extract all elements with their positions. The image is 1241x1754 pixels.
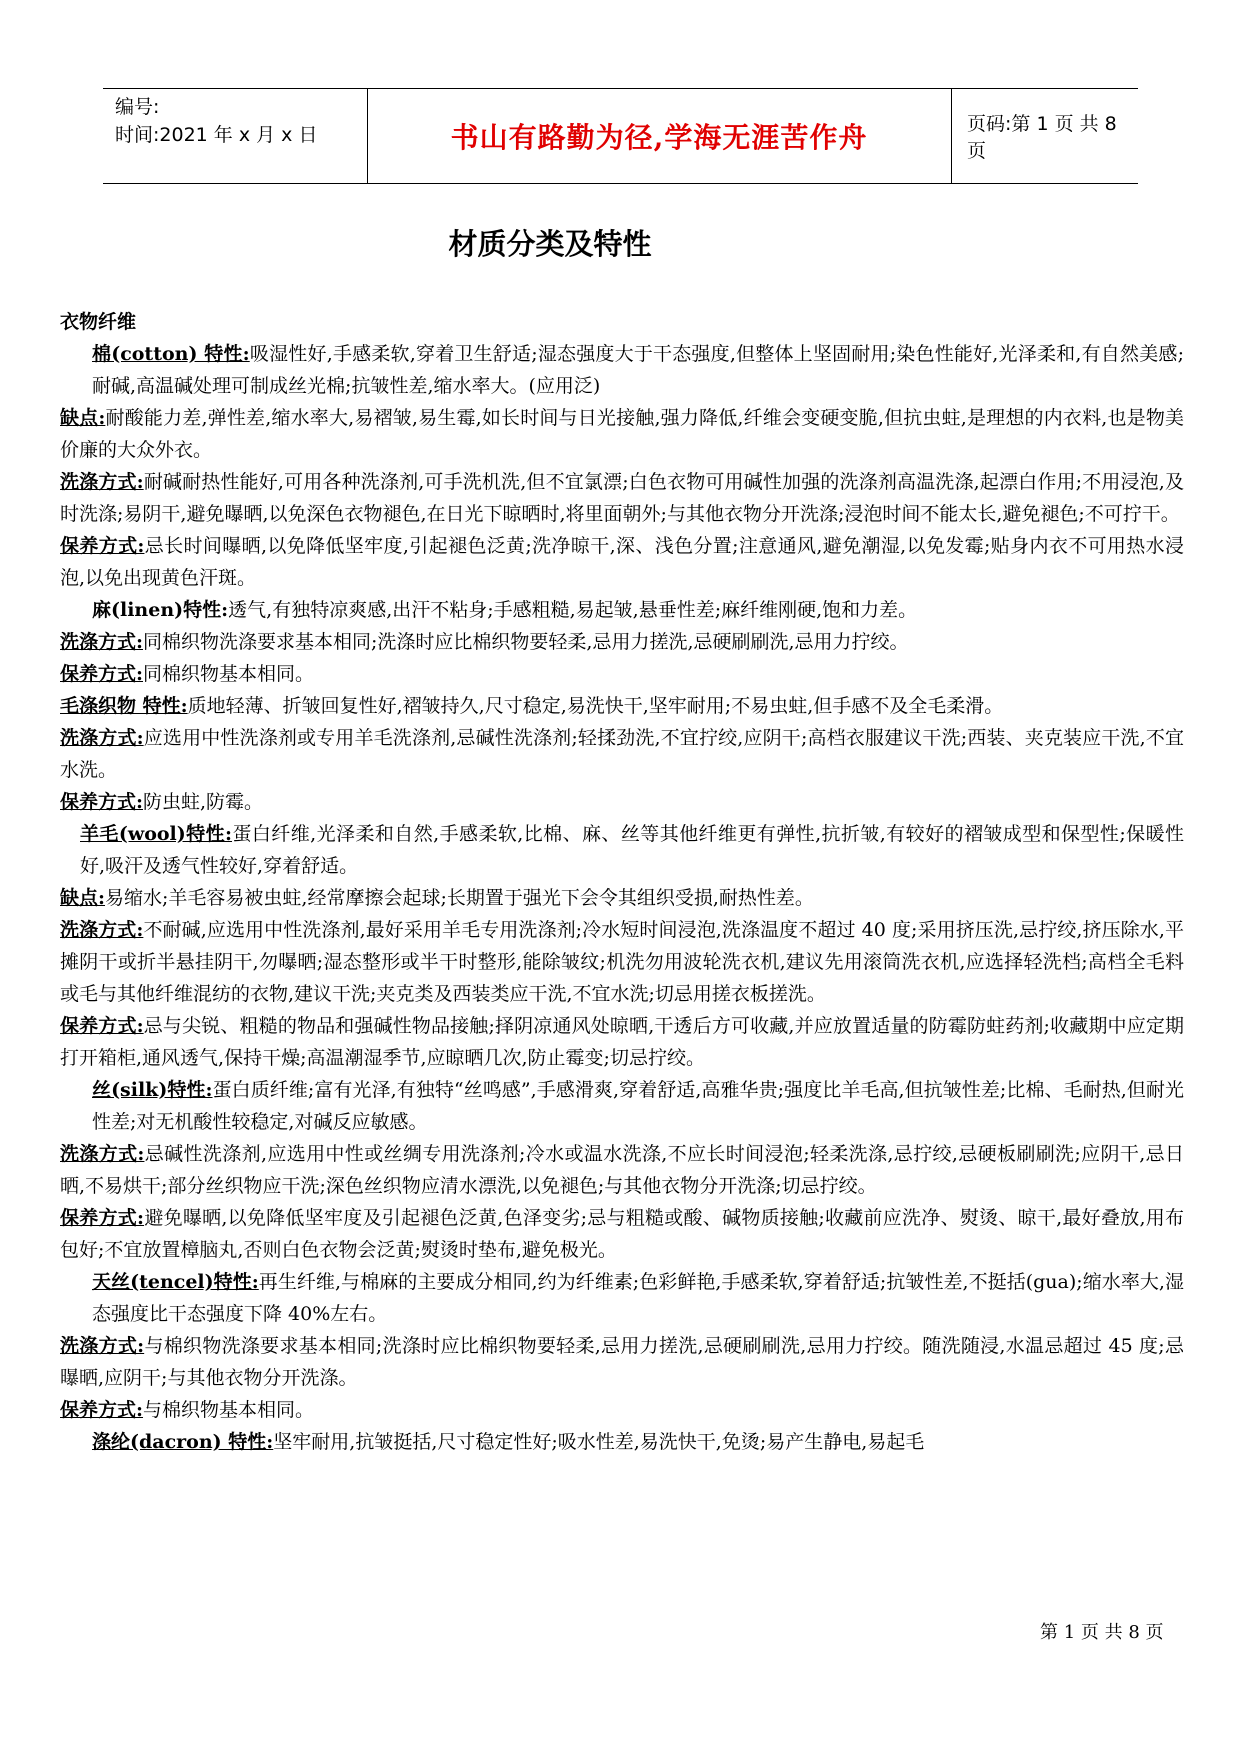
paragraph-label: 洗涤方式: <box>60 727 144 749</box>
paragraph-label: 保养方式: <box>60 1015 144 1037</box>
header-left-block <box>115 93 317 149</box>
paragraph-label: 棉(cotton) 特性: <box>92 343 250 365</box>
paragraph-text: 耐酸能力差,弹性差,缩水率大,易褶皱,易生霉,如长时间与日光接触,强力降低,纤维会变硬变脆,但抗虫蛀,是理想的内衣料,也是物美价廉的大众外衣。 <box>60 407 1184 461</box>
paragraph-label: 天丝(tencel)特性: <box>92 1271 259 1293</box>
paragraph-text: 与棉织物洗涤要求基本相同;洗涤时应比棉织物要轻柔,忌用力搓洗,忌硬刷刷洗,忌用力拧绞。随洗随浸,水温忌超过 45 度;忌曝晒,应阴干;与其他衣物分开洗涤。 <box>60 1335 1184 1389</box>
paragraph-label: 保养方式: <box>60 1207 145 1229</box>
paragraph-cotton-care <box>60 530 1184 594</box>
paragraph-text: 质地轻薄、折皱回复性好,褶皱持久,尺寸稳定,易洗快干,坚牢耐用;不易虫蛀,但手感不及全毛柔滑。 <box>187 695 1004 717</box>
paragraph-linen-traits <box>60 594 1184 626</box>
paragraph-text: 同棉织物洗涤要求基本相同;洗涤时应比棉织物要轻柔,忌用力搓洗,忌硬刷刷洗,忌用力拧绞。 <box>143 631 909 653</box>
paragraph-label: 保养方式: <box>60 791 144 813</box>
paragraph-cotton-traits <box>60 338 1184 402</box>
paragraph-label: 麻(linen)特性: <box>92 599 229 621</box>
paragraph-label: 保养方式: <box>60 1399 144 1421</box>
paragraph-linen-care <box>60 658 1184 690</box>
paragraph-text: 蛋白质纤维;富有光泽,有独特“丝鸣感”,手感滑爽,穿着舒适,高雅华贵;强度比羊毛高,但抗皱性差;比棉、毛耐热,但耐光性差;对无机酸性较稳定,对碱反应敏感。 <box>92 1079 1184 1133</box>
motto: 书山有路勤为径,学海无涯苦作舟 <box>450 121 868 154</box>
paragraph-text: 忌与尖锐、粗糙的物品和强碱性物品接触;择阴凉通风处晾晒,干透后方可收藏,并应放置适量的防霉防蛀药剂;收藏期中应定期打开箱柜,通风透气,保持干燥;高温潮湿季节,应晾晒几次,防止霉变;切忌拧绞。 <box>60 1015 1185 1069</box>
header-divider-right <box>951 89 952 183</box>
paragraph-label: 羊毛(wool)特性: <box>80 823 233 845</box>
paragraph-text: 再生纤维,与棉麻的主要成分相同,约为纤维素;色彩鲜艳,手感柔软,穿着舒适;抗皱性差,不挺括(gua);缩水率大,湿态强度比干态强度下降 40%左右。 <box>92 1271 1184 1325</box>
paragraph-text: 同棉织物基本相同。 <box>143 663 315 685</box>
page-title: 材质分类及特性 <box>448 227 652 261</box>
time-label: 时间:2021 年 x 月 x 日 <box>115 124 318 146</box>
document-header <box>103 88 1138 184</box>
paragraph-label: 丝(silk)特性: <box>92 1079 213 1101</box>
paragraph-text: 坚牢耐用,抗皱挺括,尺寸稳定性好;吸水性差,易洗快干,免烫;易产生静电,易起毛 <box>273 1431 925 1453</box>
paragraph-label: 毛涤织物 特性: <box>60 695 188 717</box>
page-label: 页码:第 1 页 共 8 页 <box>967 113 1117 162</box>
paragraph-label: 洗涤方式: <box>60 1143 145 1165</box>
paragraph-tencel-care <box>60 1394 1184 1426</box>
paragraph-wool-care <box>60 1010 1184 1074</box>
paragraph-label: 保养方式: <box>60 535 145 557</box>
paragraph-tencel-traits <box>60 1266 1184 1330</box>
paragraph-dacron-traits <box>60 1426 1184 1458</box>
paragraph-text: 蛋白纤维,光泽柔和自然,手感柔软,比棉、麻、丝等其他纤维更有弹性,抗折皱,有较好的褶皱成型和保型性;保暖性好,吸汗及透气性较好,穿着舒适。 <box>80 823 1184 877</box>
number-label: 编号: <box>115 96 160 118</box>
paragraph-text: 忌长时间曝晒,以免降低坚牢度,引起褪色泛黄;洗净晾干,深、浅色分置;注意通风,避免潮湿,以免发霉;贴身内衣不可用热水浸泡,以免出现黄色汗斑。 <box>60 535 1185 589</box>
page-footer: 第 1 页 共 8 页 <box>1040 1622 1164 1643</box>
paragraph-cotton-wash <box>60 466 1184 530</box>
paragraph-silk-wash <box>60 1138 1184 1202</box>
paragraph-wool-poly-traits <box>60 690 1184 722</box>
paragraph-text: 透气,有独特凉爽感,出汗不粘身;手感粗糙,易起皱,悬垂性差;麻纤维刚硬,饱和力差。 <box>228 599 918 621</box>
paragraph-text: 易缩水;羊毛容易被虫蛀,经常摩擦会起球;长期置于强光下会令其组织受损,耐热性差。 <box>105 887 814 909</box>
paragraph-wool-poly-wash <box>60 722 1184 786</box>
paragraph-silk-traits <box>60 1074 1184 1138</box>
paragraph-text: 吸湿性好,手感柔软,穿着卫生舒适;湿态强度大于干态强度,但整体上坚固耐用;染色性能好,光泽柔和,有自然美感;耐碱,高温碱处理可制成丝光棉;抗皱性差,缩水率大。(应用泛) <box>92 343 1185 397</box>
paragraph-text: 耐碱耐热性能好,可用各种洗涤剂,可手洗机洗,但不宜氯漂;白色衣物可用碱性加强的洗涤剂高温洗涤,起漂白作用;不用浸泡,及时洗涤;易阴干,避免曝晒,以免深色衣物褪色,在日光下晾晒时,将里面朝外;与其他衣物分开洗涤;浸泡时间不能太长,避免褪色;不可拧干。 <box>60 471 1184 525</box>
paragraph-label: 洗涤方式: <box>60 1335 145 1357</box>
paragraph-wool-poly-care <box>60 786 1184 818</box>
document-body <box>60 306 1184 1458</box>
paragraph-wool-cons <box>60 882 1184 914</box>
paragraph-label: 洗涤方式: <box>60 919 144 941</box>
paragraph-linen-wash <box>60 626 1184 658</box>
paragraph-label: 缺点: <box>60 407 106 429</box>
paragraph-text: 应选用中性洗涤剂或专用羊毛洗涤剂,忌碱性洗涤剂;轻揉劲洗,不宜拧绞,应阴干;高档衣服建议干洗;西装、夹克装应干洗,不宜水洗。 <box>60 727 1184 781</box>
paragraph-label: 保养方式: <box>60 663 144 685</box>
paragraph-label: 洗涤方式: <box>60 631 144 653</box>
paragraph-wool-wash <box>60 914 1184 1010</box>
paragraph-tencel-wash <box>60 1330 1184 1394</box>
paragraph-silk-care <box>60 1202 1184 1266</box>
paragraph-text: 忌碱性洗涤剂,应选用中性或丝绸专用洗涤剂;冷水或温水洗涤,不应长时间浸泡;轻柔洗涤,忌拧绞,忌硬板刷刷洗;应阴干,忌日晒,不易烘干;部分丝织物应干洗;深色丝织物应清水漂洗,以免褪色;与其他衣物分开洗涤;切忌拧绞。 <box>60 1143 1185 1197</box>
paragraph-wool-traits <box>60 818 1184 882</box>
paragraph-text: 不耐碱,应选用中性洗涤剂,最好采用羊毛专用洗涤剂;冷水短时间浸泡,洗涤温度不超过 40 度;采用挤压洗,忌拧绞,挤压除水,平摊阴干或折半悬挂阴干,勿曝晒;湿态整形或半干时整形,能除皱纹;机洗勿用波轮洗衣机,建议先用滚筒洗衣机,应选择轻洗档;高档全毛料或毛与其他纤维混纺的衣物,建议干洗;夹克类及西装类应干洗,不宜水洗;切忌用搓衣板搓洗。 <box>60 919 1184 1005</box>
section-heading: 衣物纤维 <box>60 311 137 333</box>
paragraph-label: 缺点: <box>60 887 106 909</box>
paragraph-label: 涤纶(dacron) 特性: <box>92 1431 274 1453</box>
paragraph-text: 与棉织物基本相同。 <box>143 1399 315 1421</box>
paragraph-text: 防虫蛀,防霉。 <box>143 791 264 813</box>
paragraph-cotton-cons <box>60 402 1184 466</box>
paragraph-label: 洗涤方式: <box>60 471 144 493</box>
paragraph-text: 避免曝晒,以免降低坚牢度及引起褪色泛黄,色泽变劣;忌与粗糙或酸、碱物质接触;收藏前应洗净、熨烫、晾干,最好叠放,用布包好;不宜放置樟脑丸,否则白色衣物会泛黄;熨烫时垫布,避免极光。 <box>60 1207 1185 1261</box>
